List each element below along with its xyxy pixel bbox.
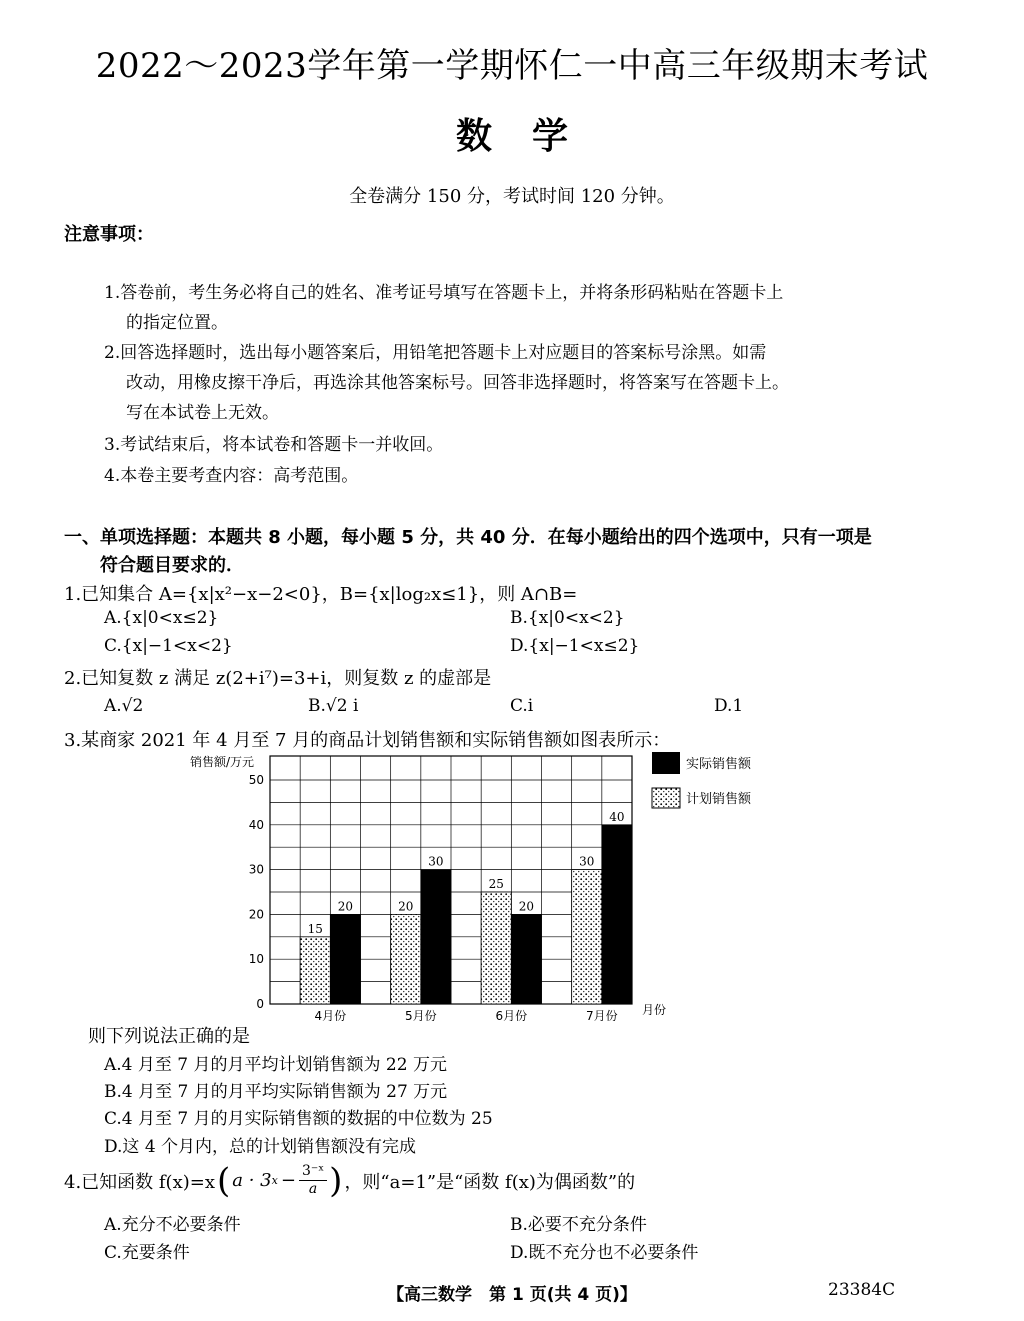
notice-heading: 注意事项：	[64, 224, 154, 245]
q3-option-d: D.这 4 个月内，总的计划销售额没有完成	[104, 1137, 417, 1157]
y-tick-label: 10	[248, 952, 264, 967]
q4-option-a: A.充分不必要条件	[104, 1215, 241, 1235]
bar-planned	[300, 937, 330, 1004]
data-label: 40	[609, 809, 625, 824]
bar-planned	[391, 914, 421, 1004]
notice-item-3: 3.考试结束后，将本试卷和答题卡一并收回。	[104, 435, 444, 455]
fraction-denominator: a	[308, 1181, 318, 1197]
q4-stem-post: ，则“a=1”是“函数 f(x)为偶函数”的	[344, 1171, 636, 1193]
q3-option-a: A.4 月至 7 月的月平均计划销售额为 22 万元	[104, 1055, 447, 1075]
exam-title: 2022～2023学年第一学期怀仁一中高三年级期末考试	[95, 46, 929, 86]
legend-swatch-actual	[652, 752, 680, 774]
q4-stem-minus: −	[280, 1170, 296, 1191]
chart-bars	[300, 809, 632, 1004]
legend-swatch-planned	[652, 788, 680, 808]
chart-legend	[652, 752, 752, 808]
notice-item-1	[104, 278, 904, 338]
q1-option-a: A.{x|0<x≤2}	[104, 608, 219, 628]
x-tick-labels	[315, 1009, 618, 1023]
legend-label-planned: 计划销售额	[686, 792, 752, 807]
data-label: 20	[518, 899, 535, 914]
q1-stem: 1.已知集合 A={x|x²−x−2<0}，B={x|log₂x≤1}，则 A∩B=	[64, 584, 578, 605]
subject-title: 数学	[455, 115, 608, 157]
y-tick-label: 30	[248, 862, 264, 877]
q2-stem: 2.已知复数 z 满足 z(2+i⁷)=3+i，则复数 z 的虚部是	[64, 668, 492, 689]
data-label: 15	[307, 921, 323, 936]
section-heading	[64, 524, 894, 580]
x-tick-label: 7月份	[586, 1009, 618, 1023]
q3-lead: 则下列说法正确的是	[88, 1026, 250, 1047]
notice-item-4: 4.本卷主要考查内容：高考范围。	[104, 466, 359, 486]
q1-option-c: C.{x|−1<x<2}	[104, 636, 233, 656]
bar-planned	[572, 870, 602, 1004]
section-line: 一、单项选择题：本题共 8 小题，每小题 5 分，共 40 分．在每小题给出的四个选项中，只有一项是	[64, 527, 872, 548]
section-line: 符合题目要求的．	[100, 555, 244, 576]
legend-label-actual: 实际销售额	[686, 757, 752, 772]
q4-fraction	[299, 1163, 327, 1198]
fraction-numerator: 3⁻ˣ	[299, 1163, 327, 1181]
data-label: 30	[579, 854, 595, 869]
q4-option-d: D.既不充分也不必要条件	[510, 1243, 699, 1263]
q4-stem-pre: 4.已知函数 f(x)=x	[64, 1171, 215, 1193]
footer-label: 【高三数学 第 1 页(共 4 页)】	[387, 1285, 637, 1305]
q2-option-b: B.√2 i	[308, 696, 359, 716]
right-paren: )	[329, 1160, 343, 1201]
bar-actual	[602, 825, 632, 1004]
paper-code: 23384C	[828, 1280, 896, 1300]
sales-bar-chart	[190, 748, 790, 1028]
y-tick-label: 50	[248, 773, 264, 787]
q4-stem	[64, 1160, 636, 1201]
y-tick-label: 20	[248, 907, 264, 922]
y-tick-label: 0	[256, 997, 264, 1011]
x-tick-label: 6月份	[495, 1009, 528, 1023]
data-label: 20	[398, 899, 414, 914]
q1-option-b: B.{x|0<x<2}	[510, 608, 625, 628]
notice-line: 改动，用橡皮擦干净后，再选涂其他答案标号。回答非选择题时，将答案写在答题卡上。	[126, 373, 789, 393]
exam-info: 全卷满分 150 分，考试时间 120 分钟。	[349, 186, 675, 207]
q4-stem-a: a · 3	[232, 1170, 272, 1191]
q4-option-c: C.充要条件	[104, 1243, 190, 1263]
q3-option-b: B.4 月至 7 月的月平均实际销售额为 27 万元	[104, 1082, 448, 1102]
left-paren: (	[217, 1160, 231, 1201]
q3-option-c: C.4 月至 7 月的月实际销售额的数据的中位数为 25	[104, 1109, 493, 1129]
notice-line: 写在本试卷上无效。	[126, 403, 279, 423]
x-tick-label: 5月份	[405, 1009, 437, 1023]
q2-option-d: D.1	[714, 696, 744, 716]
data-label: 25	[488, 877, 504, 891]
q4-stem-sup: x	[271, 1174, 278, 1187]
data-label: 30	[428, 854, 444, 869]
notice-item-2	[104, 338, 904, 428]
notice-line: 的指定位置。	[126, 313, 228, 333]
data-label: 20	[337, 899, 354, 914]
q4-option-b: B.必要不充分条件	[510, 1215, 647, 1235]
x-axis-label: 月份	[642, 1003, 667, 1017]
notice-line: 1.答卷前，考生务必将自己的姓名、准考证号填写在答题卡上，并将条形码粘贴在答题卡上	[104, 283, 784, 303]
y-axis-label: 销售额/万元	[190, 755, 255, 769]
q2-option-c: C.i	[510, 696, 534, 716]
x-tick-label: 4月份	[314, 1009, 347, 1023]
notice-line: 2.回答选择题时，选出每小题答案后，用铅笔把答题卡上对应题目的答案标号涂黑。如需	[104, 343, 767, 363]
y-tick-labels	[249, 773, 264, 1011]
bar-actual	[421, 870, 451, 1004]
q2-option-a: A.√2	[104, 696, 144, 716]
q3-stem: 3.某商家 2021 年 4 月至 7 月的商品计划销售额和实际销售额如图表所示：	[64, 730, 671, 751]
q1-option-d: D.{x|−1<x≤2}	[510, 636, 640, 656]
bar-planned	[481, 892, 511, 1004]
bar-actual	[330, 914, 360, 1004]
y-tick-label: 40	[248, 817, 264, 832]
bar-actual	[511, 914, 541, 1004]
